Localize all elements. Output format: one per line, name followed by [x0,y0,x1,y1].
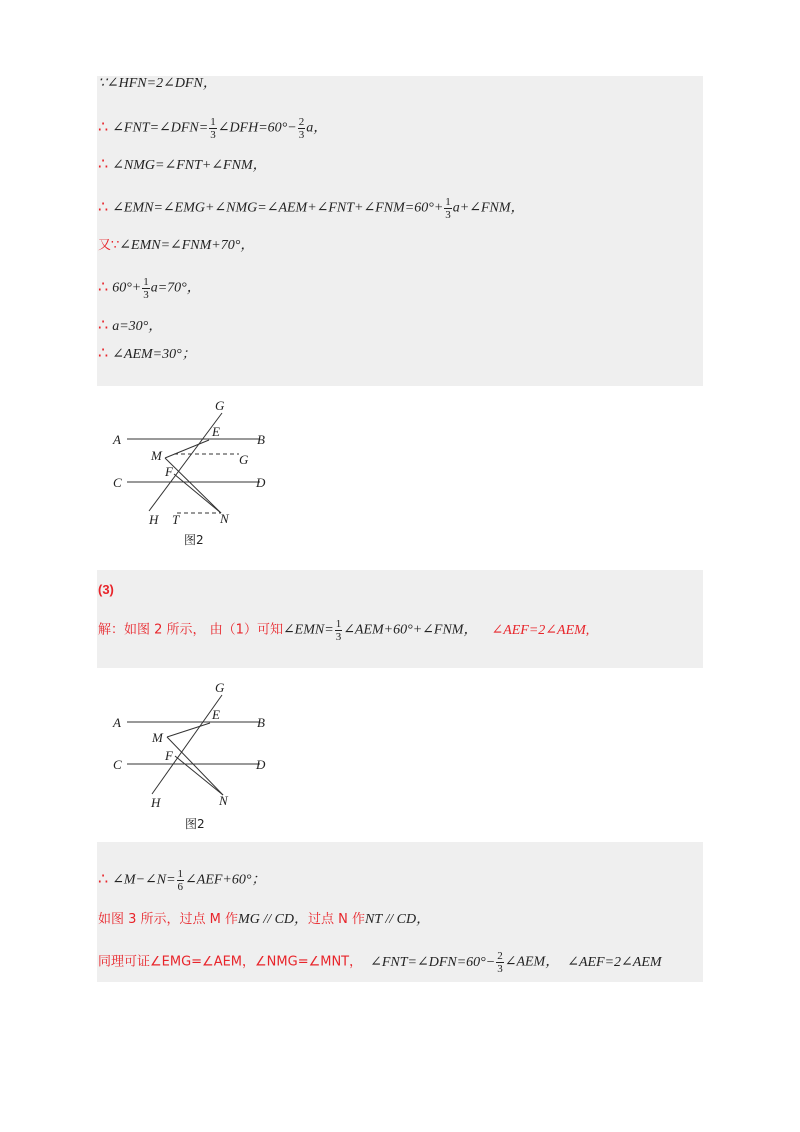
proof-line-1 [98,74,217,94]
line-5-part-a: 又∵ [98,238,120,253]
figure-1-caption: 图2 [184,533,204,547]
label-f: F [165,464,173,479]
proof-line-5 [98,236,254,256]
line-2-part-a: ∠FNT=∠DFN= [112,120,209,136]
line-5-part-b: ∠EMN=∠FNM+70°， [119,238,255,253]
proof-line-10 [98,618,589,643]
segment-me [165,440,209,458]
label-b: B [257,715,265,730]
fraction: $\frac{1}{6}$ [177,868,184,893]
line-12-part-a: 如图 3 所示，过点 M 作 [98,912,239,927]
label-h: H [151,795,161,810]
figure-2-caption: 图2 [185,817,205,831]
segment-me [167,723,210,737]
proof-line-7 [98,316,162,337]
line-8-text: ∠AEM=30°； [112,347,196,362]
line-6-part-b: a=70°， [150,280,201,296]
label-f: F [165,748,173,763]
proof-line-4 [98,196,525,221]
label-e: E [212,707,220,722]
line-12-part-d: NT // CD， [365,912,431,927]
line-12-part-c: 过点 N 作 [308,912,366,927]
label-g-right: G [239,452,249,467]
label-a: A [113,715,121,730]
proof-line-2 [98,116,327,141]
line-2-part-b: ∠DFH=60°− [217,120,297,136]
label-g-top: G [215,398,225,413]
line-10-part-d: ∠AEF=2∠AEM, [491,622,590,638]
line-4-part-a: ∠EMN=∠EMG+∠NMG=∠AEM+∠FNT+∠FNM=60°+ [112,200,444,216]
proof-line-3 [98,155,267,176]
proof-line-11 [98,868,265,893]
line-13-part-c: ∠AEM， [504,954,560,970]
therefore-symbol: ∴ [98,345,109,362]
line-13-part-a: 同理可证∠EMG=∠AEM，∠NMG=∠MNT， [98,954,363,970]
line-10-part-b: ∠EMN= [282,622,334,638]
fraction: $\frac{1}{3}$ [335,618,342,643]
therefore-symbol: ∴ [98,118,109,136]
line-6-part-a: 60°+ [112,280,142,296]
label-h: H [149,512,159,527]
segment-mn [167,737,223,795]
segment-fn [174,474,221,513]
label-n: N [220,511,229,526]
line-3-text: ∠NMG=∠FNT+∠FNM， [112,158,267,173]
fraction: $\frac{1}{3}$ [210,116,216,141]
line-1-text: ∵∠HFN=2∠DFN， [98,76,217,91]
label-d: D [256,757,266,772]
line-13-part-b: ∠FNT=∠DFN=60°− [370,954,496,970]
label-d: D [256,475,266,490]
label-a: A [113,432,121,447]
part-3-label: (3) [98,582,114,597]
proof-line-8 [98,344,196,365]
line-11-part-a: ∠M−∠N= [112,872,176,888]
fraction: $\frac{1}{3}$ [143,276,149,301]
line-10-part-a: 解：如图 2 所示， 由（1）可知 [98,622,283,638]
line-10-part-c: ∠AEM+60°+∠FNM， [343,622,478,638]
line-7-text: a=30°， [112,319,163,334]
therefore-symbol: ∴ [98,198,109,216]
label-b: B [257,432,265,447]
therefore-symbol: ∴ [98,156,109,173]
line-13-part-d: ∠AEF=2∠AEM [567,954,662,970]
fraction: $\frac{2}{3}$ [497,950,503,975]
segment-mn [165,458,221,513]
label-m: M [152,730,163,745]
label-t: T [172,512,180,527]
figure-2 [97,668,283,842]
fraction: $\frac{2}{3}$ [298,116,305,141]
fraction: $\frac{1}{3}$ [445,196,451,221]
line-12-part-b: MG // CD， [238,912,309,927]
line-2-part-c: a， [306,120,328,136]
label-e: E [212,424,220,439]
therefore-symbol: ∴ [98,870,109,888]
label-g: G [215,680,225,695]
label-m: M [151,448,162,463]
label-n: N [219,793,228,808]
therefore-symbol: ∴ [98,317,109,334]
part-3-heading [98,580,114,600]
figure-1 [97,386,283,558]
proof-line-6 [98,276,201,301]
segment-fn [175,756,223,795]
proof-line-12 [98,910,430,930]
line-4-part-b: a+∠FNM， [452,200,525,216]
therefore-symbol: ∴ [98,278,109,296]
proof-line-13 [98,950,662,975]
line-11-part-b: ∠AEF+60°； [185,872,266,888]
label-c: C [113,475,122,490]
label-c: C [113,757,122,772]
